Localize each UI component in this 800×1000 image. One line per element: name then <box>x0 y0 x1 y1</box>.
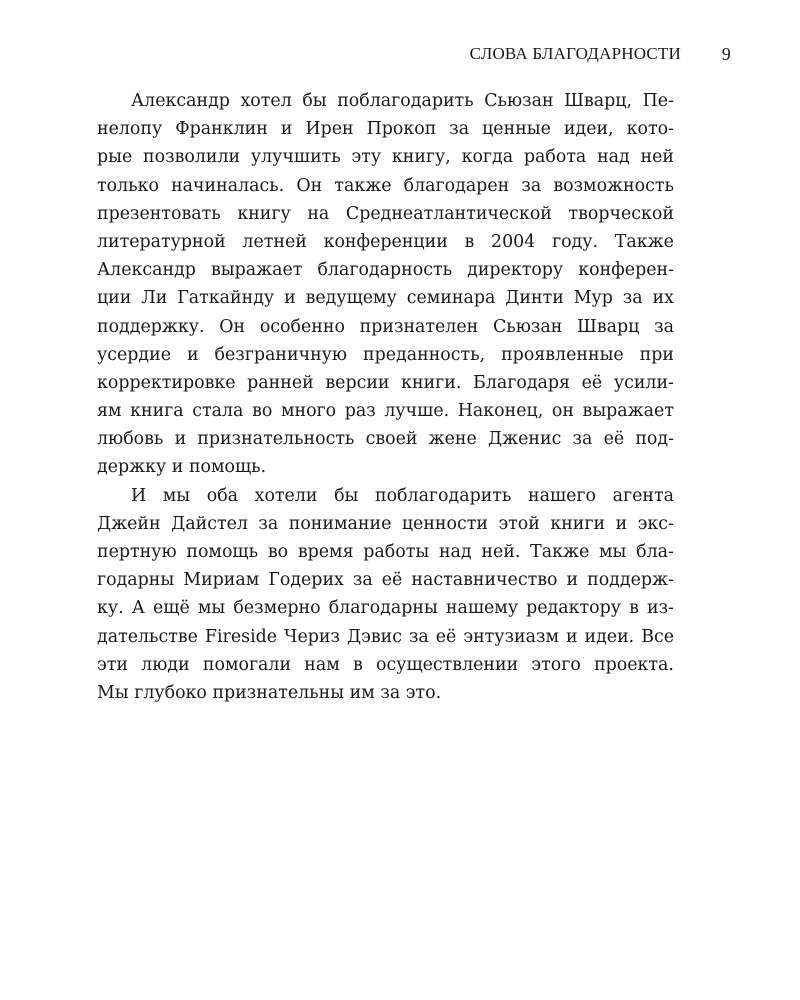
word: поддерж- <box>587 570 674 591</box>
word: ции <box>97 288 132 309</box>
word: когда <box>461 147 514 168</box>
word: мы <box>599 542 627 562</box>
word: только <box>97 175 159 196</box>
word: Все <box>641 626 674 647</box>
word: выражает <box>210 260 303 281</box>
word: помощь. <box>188 457 267 478</box>
word: версии <box>325 372 390 393</box>
word: летней <box>242 231 307 252</box>
word: также <box>334 175 392 196</box>
word: за <box>521 175 542 196</box>
text-line <box>97 115 674 143</box>
word: экс- <box>637 513 674 534</box>
word: много <box>280 401 337 422</box>
body-text <box>97 87 674 707</box>
word: над <box>438 542 472 562</box>
word: и <box>565 626 578 647</box>
word: 2004 <box>491 231 536 252</box>
word: стала <box>192 401 244 422</box>
word: осуществлении <box>376 654 519 675</box>
word: Чериз <box>284 626 340 647</box>
page-number: 9 <box>721 44 731 64</box>
word: признательны <box>212 682 345 703</box>
text-line <box>97 397 674 425</box>
text-line <box>97 200 674 228</box>
word: во <box>267 542 289 562</box>
word: Сьюзан <box>484 91 554 111</box>
text-line <box>97 256 674 284</box>
text-line <box>97 482 674 510</box>
text-line <box>97 313 674 341</box>
word: И <box>131 485 147 506</box>
word: это. <box>405 682 442 703</box>
word: над <box>597 147 630 168</box>
word: люди <box>141 654 190 675</box>
word: Годерих <box>268 570 344 591</box>
word: ещё <box>153 598 190 619</box>
word: помогали <box>202 654 292 675</box>
word: хотели <box>254 485 318 506</box>
word: пертную <box>97 542 177 562</box>
word: творческой <box>568 203 674 224</box>
word: поблагодарить <box>337 91 474 111</box>
word: агента <box>612 485 674 506</box>
word: Благодаря <box>473 372 571 393</box>
word: ведущему <box>305 288 397 309</box>
word: её <box>603 429 625 450</box>
word: он <box>551 401 574 422</box>
text-line <box>97 623 674 651</box>
word: нашему <box>445 598 519 619</box>
word: Мы <box>97 682 129 703</box>
word: безмерно <box>233 598 321 619</box>
word: Александр <box>97 260 196 281</box>
word: за <box>352 570 373 591</box>
word: Он <box>219 316 246 337</box>
word: своей <box>365 429 418 450</box>
word: Также <box>530 542 590 562</box>
word: возможность <box>553 175 674 196</box>
word: кото- <box>626 119 674 140</box>
text-line <box>97 425 674 453</box>
running-head <box>97 44 731 66</box>
word: и <box>280 119 293 140</box>
word: при <box>639 344 674 365</box>
word: за <box>380 682 401 703</box>
word: работа <box>523 147 587 168</box>
word: поблагодарить <box>374 485 512 506</box>
word: Дайстел <box>171 513 248 534</box>
word: признателен <box>359 316 479 337</box>
word: проекта. <box>594 654 674 675</box>
word: Франклин <box>175 119 268 140</box>
text-line <box>97 679 674 707</box>
word: книгу <box>237 203 291 224</box>
word: усердие <box>97 344 171 365</box>
running-head-title: СЛОВА БЛАГОДАРНОСТИ <box>469 44 681 63</box>
word: за <box>654 316 674 337</box>
word: ней <box>640 147 674 168</box>
word: ценные <box>482 119 551 140</box>
word: идеи. <box>584 626 635 647</box>
word: конференции <box>323 231 448 252</box>
word: держку <box>97 457 167 478</box>
word: благодарен <box>403 175 510 196</box>
word: нашего <box>528 485 597 506</box>
word: корректировке <box>97 372 236 393</box>
word: Ирен <box>305 119 354 140</box>
word: книги <box>550 513 606 534</box>
word: Мур <box>573 288 613 309</box>
word: редактору <box>526 598 621 619</box>
word: помощь <box>186 542 259 562</box>
word: семинара <box>406 288 496 309</box>
word: в <box>464 231 475 252</box>
text-line <box>97 566 674 594</box>
word: ценности <box>401 513 488 534</box>
word: нелопу <box>97 119 163 140</box>
word: улучшить <box>250 147 341 168</box>
word: энтузиазм <box>463 626 559 647</box>
word: мы <box>162 485 191 506</box>
word: проявленные <box>501 344 624 365</box>
word: за <box>408 626 429 647</box>
word: А <box>131 598 145 619</box>
word: им <box>349 682 375 703</box>
word: Наконец, <box>457 401 544 422</box>
word: глубоко <box>134 682 207 703</box>
word: Динти <box>505 288 564 309</box>
word: хотел <box>240 91 292 111</box>
word: выражает <box>582 401 674 422</box>
word: литературной <box>97 231 226 252</box>
word: бы <box>302 91 327 111</box>
word: лучше. <box>384 401 450 422</box>
word: бла- <box>636 542 674 562</box>
word: книгу, <box>391 147 451 168</box>
text-line <box>97 341 674 369</box>
word: идеи, <box>563 119 614 140</box>
word: и <box>615 513 628 534</box>
word: время <box>297 542 354 562</box>
word: благодарность <box>317 260 453 281</box>
word: Джейн <box>97 513 161 534</box>
word: и <box>174 429 187 450</box>
word: эту <box>351 147 382 168</box>
word: дательстве <box>97 626 198 647</box>
text-line <box>97 651 674 679</box>
word: мы <box>197 598 226 619</box>
word: книги. <box>401 372 462 393</box>
word: раз <box>344 401 376 422</box>
word: Пе- <box>642 91 674 111</box>
word: этой <box>498 513 540 534</box>
word: Он <box>296 175 323 196</box>
text-line <box>97 228 674 256</box>
word: презентовать <box>97 203 221 224</box>
word: и <box>566 570 579 591</box>
word: работы <box>363 542 430 562</box>
word: её <box>381 570 403 591</box>
word: Дэвис <box>346 626 402 647</box>
word: на <box>307 203 330 224</box>
word: и <box>171 457 184 478</box>
text-line <box>97 510 674 538</box>
text-line <box>97 143 674 171</box>
word: ней. <box>481 542 521 562</box>
word: начиналась. <box>171 175 285 196</box>
word: из- <box>646 598 674 619</box>
word: бы <box>334 485 359 506</box>
word: в <box>629 598 639 619</box>
word: благодарны <box>328 598 438 619</box>
word: признательность <box>197 429 355 450</box>
text-line <box>97 284 674 312</box>
word: в <box>353 654 363 675</box>
word: наставничество <box>411 570 558 591</box>
word: Александр <box>131 91 230 111</box>
word: безграничную <box>214 344 348 365</box>
word: Среднеатлантической <box>345 203 552 224</box>
word: её <box>581 372 603 393</box>
word: ям <box>97 401 122 422</box>
word: усили- <box>613 372 674 393</box>
word: Fireside <box>204 626 278 647</box>
word: ранней <box>247 372 314 393</box>
word: жене <box>428 429 477 450</box>
text-line <box>97 369 674 397</box>
word: нам <box>304 654 340 675</box>
word: преданность, <box>363 344 486 365</box>
word: поддержку. <box>97 316 205 337</box>
word: их <box>652 288 674 309</box>
word: и <box>284 288 296 309</box>
word: за <box>622 288 643 309</box>
word: Сьюзан <box>492 316 563 337</box>
word: позволили <box>143 147 241 168</box>
word: и <box>186 344 199 365</box>
word: директору <box>467 260 564 281</box>
word: понимание <box>288 513 392 534</box>
text-line <box>97 172 674 200</box>
word: Ли <box>141 288 168 309</box>
text-line <box>97 453 674 481</box>
word: её <box>435 626 457 647</box>
word: ку. <box>97 598 124 619</box>
word: за <box>258 513 279 534</box>
word: рые <box>97 147 133 168</box>
word: Прокоп <box>366 119 437 140</box>
word: Мириам <box>183 570 260 591</box>
word: Также <box>614 231 674 252</box>
word: конферен- <box>578 260 674 281</box>
word: этого <box>531 654 581 675</box>
word: под- <box>635 429 674 450</box>
word: эти <box>97 654 128 675</box>
word: любовь <box>97 429 164 450</box>
text-line <box>97 538 674 566</box>
word: Шварц <box>577 316 640 337</box>
word: году. <box>552 231 599 252</box>
word: годарны <box>97 570 175 591</box>
word: особенно <box>259 316 345 337</box>
word: за <box>449 119 470 140</box>
text-line <box>97 87 674 115</box>
word: Дженис <box>488 429 562 450</box>
word: оба <box>206 485 239 506</box>
word: Шварц, <box>564 91 633 111</box>
text-line <box>97 594 674 622</box>
word: Гаткайнду <box>177 288 275 309</box>
word: за <box>572 429 593 450</box>
word: во <box>252 401 273 422</box>
word: книга <box>130 401 184 422</box>
